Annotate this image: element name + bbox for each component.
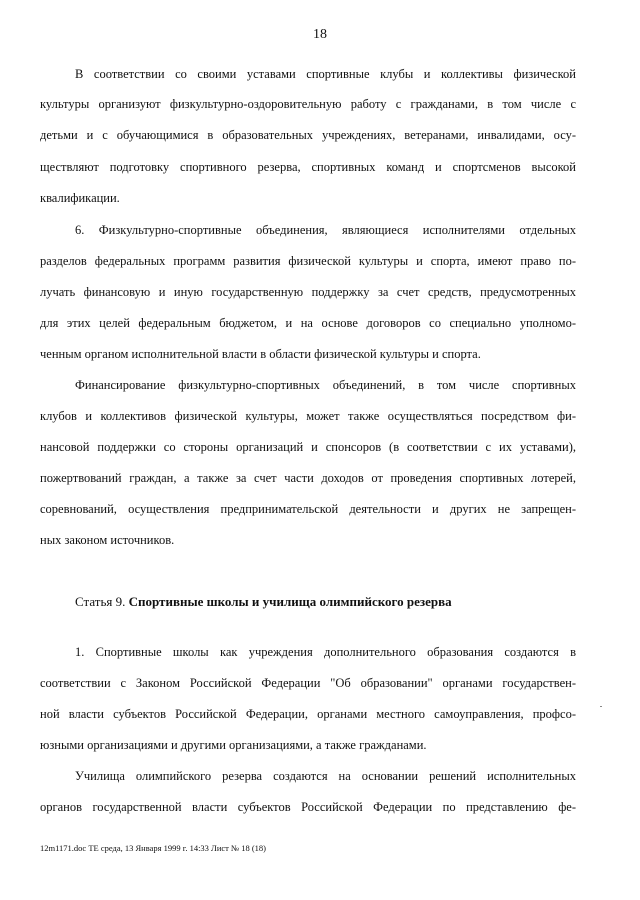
paragraph-2-line-2: разделов федеральных программ развития физической культуры и спорта, имеют право по-	[40, 254, 576, 268]
paragraph-4-line-2: соответствии с Законом Российской Федерации "Об образовании" органами государствен-	[40, 676, 576, 690]
paragraph-4-line-1: 1. Спортивные школы как учреждения дополнительного образования создаются в	[75, 645, 576, 659]
paragraph-5-line-2: органов государственной власти субъектов Российской Федерации по представлению фе-	[40, 800, 576, 814]
paragraph-3-line-1: Финансирование физкультурно-спортивных объединений, в том числе спортивных	[75, 378, 576, 392]
paragraph-2-line-4: для этих целей федеральным бюджетом, и на основе договоров со специально уполномо-	[40, 316, 576, 330]
scan-speck	[600, 706, 602, 707]
paragraph-2-line-1: 6. Физкультурно-спортивные объединения, являющиеся исполнителями отдельных	[75, 223, 576, 237]
paragraph-4-line-4: юзными организациями и другими организациями, а также гражданами.	[40, 738, 427, 752]
paragraph-1-line-3: детьми и с обучающимися в образовательных учреждениях, ветеранами, инвалидами, осу-	[40, 128, 576, 142]
article-prefix: Статья 9.	[75, 594, 126, 609]
paragraph-1-line-5: квалификации.	[40, 191, 120, 205]
article-heading	[75, 594, 452, 610]
paragraph-1-line-1: В соответствии со своими уставами спортивные клубы и коллективы физической	[75, 67, 576, 81]
document-footer: 12m1171.doc ТЕ среда, 13 Января 1999 г. 14:33 Лист № 18 (18)	[40, 843, 266, 853]
paragraph-4-line-3: ной власти субъектов Российской Федерации, органами местного самоуправления, профсо-	[40, 707, 576, 721]
paragraph-3-line-5: соревнований, осуществления предпринимательской деятельности и других не запрещен-	[40, 502, 576, 516]
paragraph-1-line-4: ществляют подготовку спортивного резерва, спортивных команд и спортсменов высокой	[40, 160, 576, 174]
article-title: Спортивные школы и училища олимпийского резерва	[128, 594, 452, 609]
paragraph-3-line-2: клубов и коллективов физической культуры, может также осуществляться посредством фи-	[40, 409, 576, 423]
paragraph-1-line-2: культуры организуют физкультурно-оздоровительную работу с гражданами, в том числе с	[40, 97, 576, 111]
page-number: 18	[313, 27, 327, 42]
paragraph-5-line-1: Училища олимпийского резерва создаются на основании решений исполнительных	[75, 769, 576, 783]
paragraph-3-line-6: ных законом источников.	[40, 533, 175, 547]
paragraph-3-line-3: нансовой поддержки со стороны организаций и спонсоров (в соответствии с их уставами),	[40, 440, 576, 454]
paragraph-2-line-5: ченным органом исполнительной власти в области физической культуры и спорта.	[40, 347, 481, 361]
paragraph-3-line-4: пожертвований граждан, а также за счет части доходов от проведения спортивных лотерей,	[40, 471, 576, 485]
paragraph-2-line-3: лучать финансовую и иную государственную поддержку за счет средств, предусмотренных	[40, 285, 576, 299]
